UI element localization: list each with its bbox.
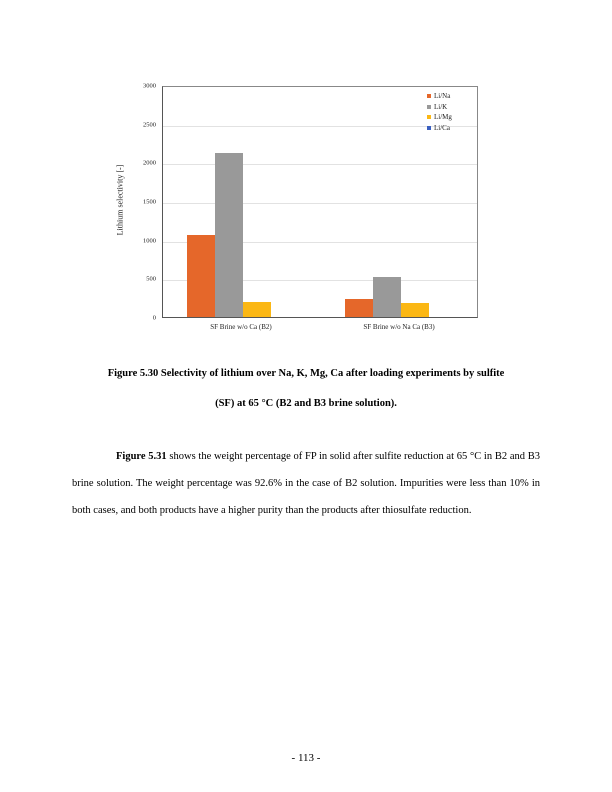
figure-reference: Figure 5.31 <box>116 451 167 462</box>
bar-li-mg <box>401 303 429 317</box>
legend-item <box>427 112 452 123</box>
y-tick-label: 500 <box>146 275 156 283</box>
legend-label: Li/Ca <box>434 123 450 132</box>
legend-swatch-icon <box>427 126 431 130</box>
bar-li-mg <box>243 302 271 317</box>
x-category-label: SF Brine w/o Na Ca (B3) <box>363 323 435 331</box>
figure-caption-line-2: (SF) at 65 °C (B2 and B3 brine solution). <box>215 398 397 409</box>
legend-item <box>427 123 452 134</box>
bar-li-na <box>345 299 373 317</box>
page-number: - 113 - <box>291 752 321 764</box>
legend-swatch-icon <box>427 115 431 119</box>
body-paragraph <box>72 443 540 524</box>
legend-item <box>427 102 452 113</box>
bar-li-k <box>215 153 243 317</box>
y-tick-label: 2500 <box>143 121 156 129</box>
y-tick-label: 1000 <box>143 237 156 245</box>
legend-label: Li/K <box>434 102 448 111</box>
gridline <box>163 164 477 165</box>
bar-li-na <box>187 235 215 317</box>
gridline <box>163 203 477 204</box>
y-axis-label: Lithium selectivity [-] <box>115 164 125 236</box>
y-tick-label: 2000 <box>143 159 156 167</box>
bar-li-k <box>373 277 401 317</box>
y-tick-label: 3000 <box>143 82 156 90</box>
legend-label: Li/Mg <box>434 113 452 121</box>
legend-label: Li/Na <box>434 92 451 100</box>
selectivity-bar-chart <box>0 0 612 340</box>
legend-swatch-icon <box>427 94 431 98</box>
paragraph-text: shows the weight percentage of FP in solid after sulfite reduction at 65 °C in B2 and B3 brine solution. The weight percentage was 92.6% in the case of B2 solution. Impurities were less than 10% in both cases, and both products have a higher purity than the products after thiosulfate reduction. <box>72 451 540 516</box>
y-tick-label: 0 <box>152 314 156 322</box>
legend-item <box>427 91 452 102</box>
chart-legend <box>427 91 452 133</box>
legend-swatch-icon <box>427 105 431 109</box>
x-category-label: SF Brine w/o Ca (B2) <box>210 323 272 331</box>
figure-caption-line-1: Figure 5.30 Selectivity of lithium over Na, K, Mg, Ca after loading experiments by sulfite <box>107 368 505 379</box>
y-tick-label: 1500 <box>143 198 156 206</box>
